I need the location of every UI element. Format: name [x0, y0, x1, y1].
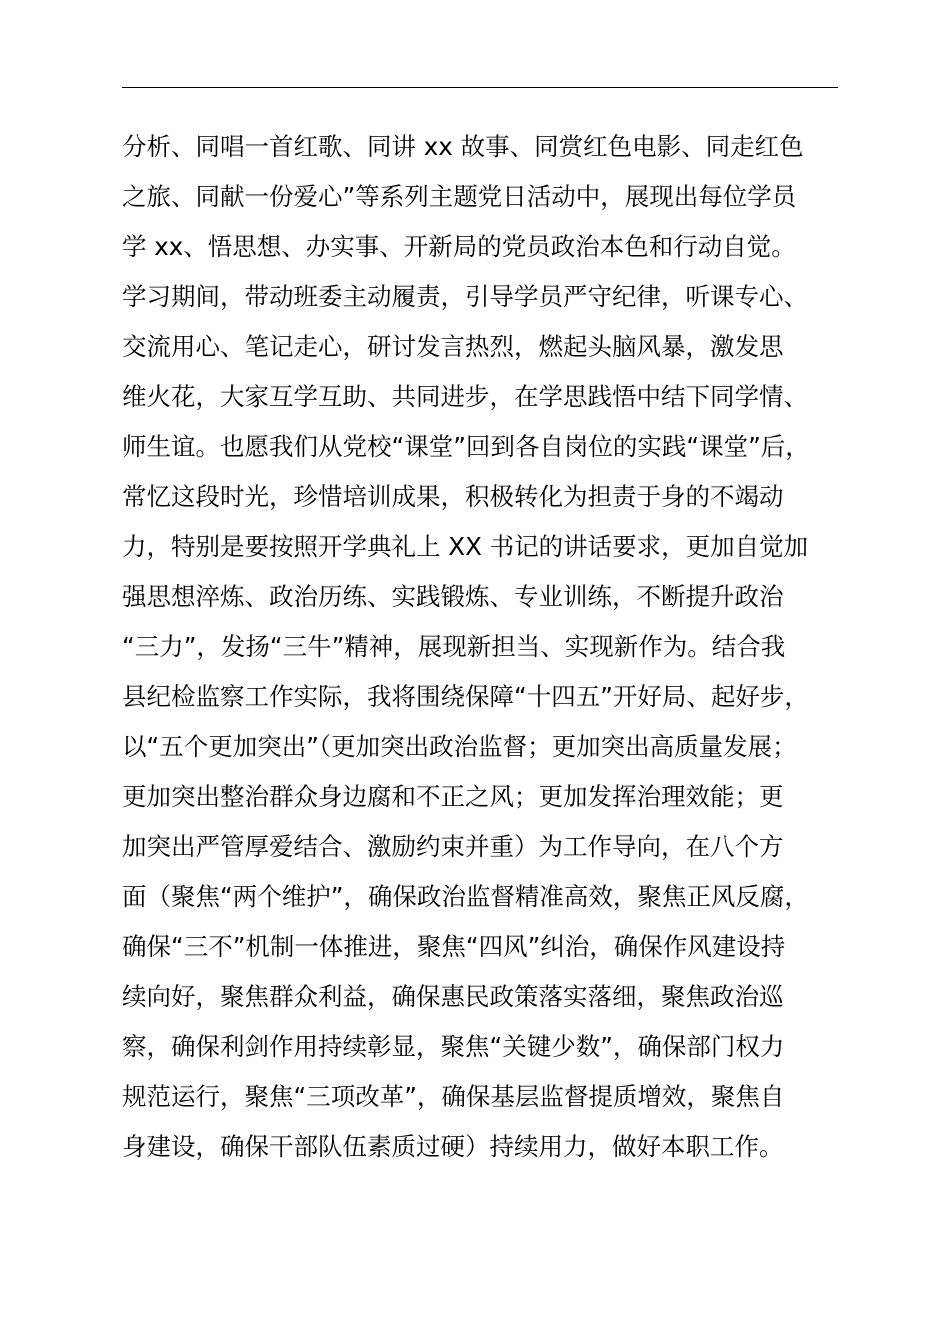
- text-line: 分析、同唱一首红歌、同讲 xx 故事、同赏红色电影、同走红色: [122, 132, 804, 161]
- text-line: 加突出严管厚爱结合、激励约束并重）为工作导向，在八个方: [122, 832, 784, 861]
- text-line: 面（聚焦“两个维护”，确保政治监督精准高效，聚焦正风反腐，: [122, 882, 809, 911]
- text-line: 确保“三不”机制一体推进，聚焦“四风”纠治，确保作风建设持: [122, 932, 786, 961]
- header-rule: [122, 87, 838, 88]
- body-text: [122, 122, 862, 1172]
- text-line: 续向好，聚焦群众利益，确保惠民政策落实落细，聚焦政治巡: [122, 982, 784, 1011]
- text-line: 身建设，确保干部队伍素质过硬）持续用力，做好本职工作。: [122, 1132, 784, 1161]
- text-line: 力，特别是要按照开学典礼上 XX 书记的讲话要求，更加自觉加: [122, 532, 809, 561]
- text-line: 强思想淬炼、政治历练、实践锻炼、专业训练，不断提升政治: [122, 582, 784, 611]
- text-line: 察，确保利剑作用持续彰显，聚焦“关键少数”，确保部门权力: [122, 1032, 785, 1061]
- text-line: 交流用心、笔记走心，研讨发言热烈，燃起头脑风暴，激发思: [122, 332, 784, 361]
- text-line: 维火花，大家互学互助、共同进步，在学思践悟中结下同学情、: [122, 382, 808, 411]
- text-line: 师生谊。也愿我们从党校“课堂”回到各自岗位的实践“课堂”后，: [122, 432, 810, 461]
- text-line: 以“五个更加突出”（更加突出政治监督；更加突出高质量发展；: [122, 732, 797, 761]
- text-line: 规范运行，聚焦“三项改革”，确保基层监督提质增效，聚焦自: [122, 1082, 785, 1111]
- text-line: 学习期间，带动班委主动履责，引导学员严守纪律，听课专心、: [122, 282, 808, 311]
- text-line: 之旅、同献一份爱心”等系列主题党日活动中，展现出每位学员: [122, 182, 797, 211]
- text-line: 更加突出整治群众身边腐和不正之风；更加发挥治理效能；更: [122, 782, 784, 811]
- text-line: 县纪检监察工作实际，我将围绕保障“十四五”开好局、起好步，: [122, 682, 809, 711]
- text-line: 学 xx、悟思想、办实事、开新局的党员政治本色和行动自觉。: [122, 232, 796, 261]
- text-line: “三力”，发扬“三牛”精神，展现新担当、实现新作为。结合我: [122, 632, 786, 661]
- text-line: 常忆这段时光，珍惜培训成果，积极转化为担责于身的不竭动: [122, 482, 784, 511]
